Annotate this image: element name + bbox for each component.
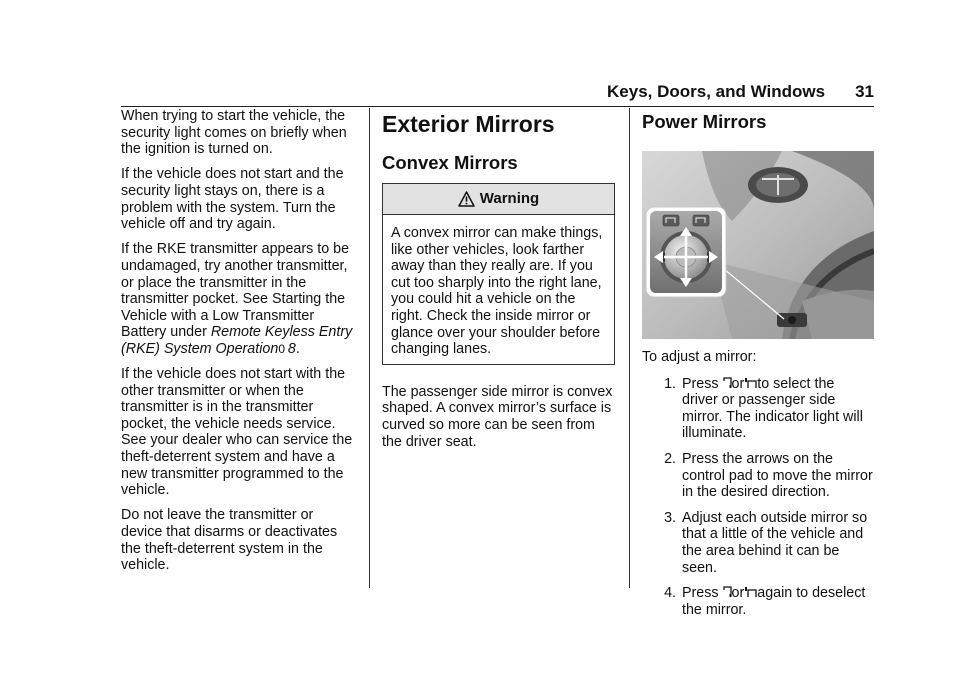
step-text-pre: Press	[682, 375, 719, 392]
column-divider-2	[629, 108, 630, 588]
step-text-mid: or	[731, 375, 745, 392]
steps-list	[642, 376, 874, 619]
column-divider-1	[369, 108, 370, 588]
step-text	[682, 585, 874, 618]
warning-box	[382, 183, 615, 365]
step-text-pre: Press	[682, 585, 719, 602]
paragraph: When trying to start the vehicle, the security light comes on briefly when the ignition is turned on.	[121, 108, 347, 158]
page-header	[121, 82, 874, 107]
step-text: Press the arrows on the control pad to move the mirror in the desired direction.	[682, 450, 873, 501]
cross-reference-link[interactable]: Remote Keyless Entry (RKE) System Operation	[121, 324, 353, 357]
section-heading: Convex Mirrors	[382, 152, 518, 173]
paragraph: If the vehicle does not start with the other transmitter or when the transmitter is in the transmitter pocket, the vehicle needs service. See your dealer who can service the theft-deterrent system and have a new transmitter programmed to the vehicle.	[121, 366, 353, 499]
step-number: 2.	[664, 450, 676, 467]
paragraph: Do not leave the transmitter or device that disarms or deactivates the theft-deterrent system in the vehicle.	[121, 507, 338, 574]
right-mirror-select-icon	[744, 586, 757, 598]
column-left	[121, 108, 356, 582]
step-number: 3.	[664, 509, 676, 526]
chapter-heading: Exterior Mirrors	[382, 111, 555, 137]
page-number: 31	[855, 82, 874, 101]
list-item	[642, 585, 874, 618]
paragraph-text: If the RKE transmitter appears to be undamaged, try another transmitter, or place the transmitter in the transmitter pocket. See Starting the Vehicle with a Low Transmitter Battery under	[121, 241, 350, 341]
warning-body: A convex mirror can make things, like other vehicles, look farther away than they really are. If you cut too sharply into the right lane, you could hit a vehicle on the right. Check the inside mirror or glance over your shoulder before changing lanes.	[391, 225, 603, 358]
mirror-control-photo	[642, 151, 874, 339]
page-reference-icon: 0	[278, 341, 286, 356]
column-right	[642, 108, 874, 627]
paragraph: The passenger side mirror is convex shaped. A convex mirror’s surface is curved so more can be seen from the driver seat.	[382, 383, 613, 450]
list-item	[642, 376, 874, 442]
paragraph-with-reference	[121, 241, 356, 357]
list-item	[642, 510, 874, 576]
warning-triangle-icon	[458, 191, 475, 207]
right-mirror-select-icon	[744, 377, 757, 389]
section-heading: Power Mirrors	[642, 111, 767, 132]
step-number: 1.	[664, 375, 676, 392]
step-text	[682, 376, 874, 442]
step-number: 4.	[664, 585, 676, 602]
reference-page-number[interactable]: 8	[287, 340, 296, 357]
warning-header	[383, 184, 614, 215]
paragraph-end: .	[295, 340, 300, 357]
left-mirror-select-icon	[723, 586, 732, 598]
intro-text: To adjust a mirror:	[642, 349, 757, 365]
warning-label: Warning	[479, 189, 540, 207]
paragraph: If the vehicle does not start and the security light stays on, there is a problem with the system. Turn the vehicle off and try again.	[121, 166, 344, 233]
step-text-post: again to deselect the mirror.	[682, 585, 866, 618]
list-item	[642, 451, 874, 501]
section-title: Keys, Doors, and Windows	[607, 82, 826, 101]
column-middle	[382, 108, 615, 459]
step-text: Adjust each outside mirror so that a little of the vehicle and the area behind it can be seen.	[682, 509, 868, 576]
step-text-post: to select the driver or passenger side mirror. The indicator light will illuminate.	[682, 375, 863, 442]
left-mirror-select-icon	[723, 377, 732, 389]
step-text-mid: or	[731, 585, 745, 602]
